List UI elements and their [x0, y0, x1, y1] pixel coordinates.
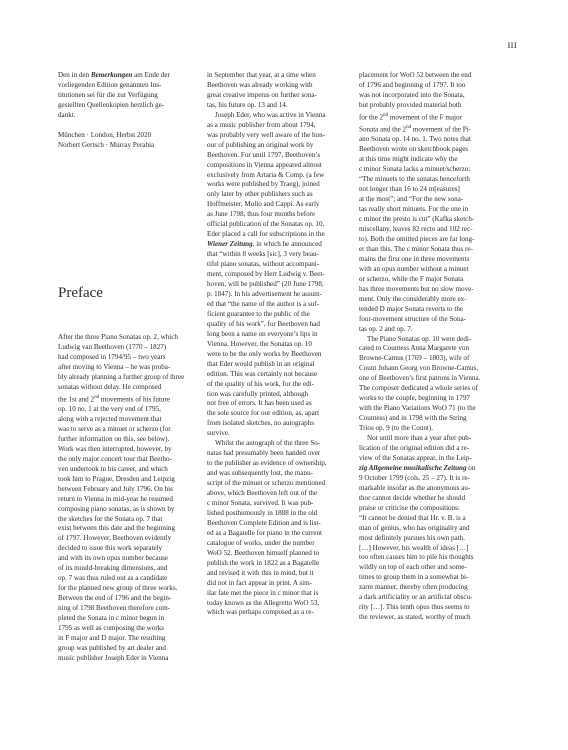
body-line: ed that “the name of the author is a suf-: [207, 299, 320, 308]
body-line: the sketches for the Sonata op. 7 that: [58, 514, 163, 523]
body-line: had composed in 1794/95 – two years: [58, 352, 166, 361]
body-line: zig Allgemeine musikalische Zeitung on: [359, 463, 476, 472]
body-line: as a music publisher from about 1794,: [207, 120, 316, 129]
body-line: tas, his future op. 13 and 14.: [207, 100, 288, 109]
body-line: with the Piano Variations WoO 71 (to the: [359, 404, 476, 413]
body-line: one of Beethoven’s first patrons in Vienna.: [359, 374, 481, 383]
body-line: took him to Prague, Dresden and Leipzig: [58, 474, 175, 483]
body-line: as June 1798, thus four months before: [207, 210, 316, 219]
body-line: with an opus number without a minuet: [359, 264, 469, 273]
body-line: Beethoven Complete Edition and is list-: [207, 518, 321, 527]
body-line: today known as the Allegretto WoO 53,: [207, 598, 320, 607]
body-line: the only major concert tour that Beetho-: [58, 454, 172, 463]
body-line: works were published by Traeg), joined: [207, 180, 320, 189]
body-line: return to Vienna in mid-year he resumed: [58, 494, 173, 503]
body-line: official publication of the Sonatas op. 10,: [207, 220, 325, 229]
body-line: was not incorporated into the Sonata,: [359, 90, 465, 99]
body-line: that Eder would publish in an original: [207, 359, 315, 368]
body-line: tas op. 2 and op. 7.: [359, 324, 413, 333]
body-line: Work was then interrupted, however, by: [58, 444, 172, 453]
body-line: the sole source for our edition, as, apart: [207, 409, 320, 418]
body-line: placement for WoO 52 between the end: [359, 71, 472, 79]
body-line: in F major and D major. The resulting: [58, 633, 166, 642]
body-line: lication of the original edition did a re-: [359, 443, 470, 452]
body-line: zarre manner, thereby often producing: [359, 583, 468, 592]
body-line: edition. This was certainly not because: [207, 369, 318, 378]
body-line: Count Johann Georg von Browne-Camus,: [359, 364, 479, 373]
body-line: ning of 1798 Beethoven therefore com-: [58, 604, 171, 613]
body-line: music publisher Joseph Eder in Vienna: [58, 653, 169, 662]
body-line: was probably very well aware of the hon-: [207, 130, 325, 139]
body-line: great creative impetus on further sona-: [207, 90, 317, 99]
body-line: not longer than 16 to 24 m[easures]: [359, 185, 460, 194]
body-line: from isolated sketches, no autographs: [207, 419, 314, 428]
body-line: After the three Piano Sonatas op. 2, which: [58, 333, 178, 341]
body-line: c minor Sonata, survived. It was pub-: [207, 498, 314, 507]
body-line: 1795 as well as composing the works: [58, 624, 164, 632]
body-line: praise or criticise the compositions:: [359, 503, 460, 512]
signature-line: München · London, Herbst 2020: [58, 130, 152, 139]
body-line: bly already planning a further group of three: [58, 372, 185, 381]
body-line: ano Sonata op. 14 no. 1. Two notes that: [359, 135, 471, 144]
body-line: of the quality of his work, for the edi-: [207, 379, 314, 388]
body-line: Countess) and in 1798 with the String: [359, 414, 467, 423]
body-line: compositions in Vienna appeared almost: [207, 160, 322, 169]
body-line: but probably provided material both: [359, 100, 462, 109]
body-line: natas had presumably been handed over: [207, 449, 321, 458]
body-line: p. 1847). In his advertisement he assum-: [207, 289, 323, 298]
body-line: along with a rejected movement that: [58, 414, 162, 423]
body-line: was to serve as a minuet or scherzo (for: [58, 424, 171, 433]
body-line: did not in fact appear in print. A sim-: [207, 578, 313, 587]
body-line: for the 2nd movement of the F major: [359, 112, 462, 122]
body-line: sonatas without delay. He composed: [58, 382, 162, 391]
body-line: wildly on top of each other and some-: [359, 563, 467, 572]
body-line: man of genius, who has originality and: [359, 523, 470, 532]
body-line: ilar fate met the piece in c minor that is: [207, 588, 319, 597]
body-line: view of the Sonatas appear, in the Leip-: [359, 453, 472, 462]
preface-middle-column: [207, 71, 353, 618]
body-line: group was published by art dealer and: [58, 643, 166, 652]
body-line: er than this. The c minor Sonata thus re-: [359, 244, 473, 253]
body-line: cated to Countess Anna Margarete von: [359, 344, 469, 353]
body-line: not free of errors. It has been used as: [207, 399, 312, 408]
preface-heading: Preface: [58, 285, 103, 301]
intro-line: gestellten Quellenkopien herzlich ge-: [58, 100, 165, 109]
body-line: Joseph Eder, who was active in Vienna: [215, 110, 326, 119]
page-number: III: [507, 40, 517, 50]
body-line: further information on this, see below).: [58, 434, 170, 443]
body-line: 9 October 1799 (cols. 25 – 27). It is re-: [359, 473, 470, 482]
body-line: of 1796 and beginning of 1797. It too: [359, 80, 466, 89]
body-line: script of the minuet or scherzo mentioned: [207, 479, 326, 488]
body-line: tion was carefully printed, although: [207, 389, 309, 398]
body-line: Beethoven wrote on sketchbook pages: [359, 145, 469, 154]
body-line: miscellany, leaves 82 recto and 102 rec-: [359, 225, 473, 234]
body-line: times to group them in a somewhat bi-: [359, 573, 469, 582]
body-line: thor cannot decide whether he should: [359, 493, 466, 502]
body-line: ed as a Bagatelle for piano in the current: [207, 528, 323, 537]
body-line: Eder placed a call for subscriptions in the: [207, 230, 325, 239]
body-line: Browne-Camus (1769 – 1803), wife of: [359, 354, 470, 363]
body-line: catalogue of works, under the number: [207, 538, 315, 547]
body-line: op. 7 was thus ruled out as a candidate: [58, 574, 168, 583]
body-line: the 1st and 2nd movements of his future: [58, 394, 170, 404]
preface-right-column: [359, 71, 505, 623]
body-line: Hoffmeister, Mollo and Cappi. As early: [207, 200, 320, 209]
body-line: which was perhaps composed as a re-: [207, 608, 314, 617]
body-line: to). Both the omitted pieces are far long-: [359, 234, 475, 243]
body-line: a dark artificiality or an artificial obscu-: [359, 593, 473, 602]
body-line: to the publisher as evidence of ownership,: [207, 459, 327, 468]
body-line: works to the couple, beginning in 1797: [359, 394, 470, 403]
intro-line: dankt.: [58, 110, 76, 119]
body-line: mains the first one in three movements: [359, 254, 470, 263]
body-line: […] However, his wealth of ideas […]: [359, 543, 469, 552]
intro-block: [58, 71, 204, 151]
body-line: WoO 52. Beethoven himself planned to: [207, 548, 320, 557]
body-line: the reviewer, as stated, worthy of much: [359, 613, 471, 622]
body-line: at this time might indicate why the: [359, 155, 458, 164]
body-line: op. 10 no. 1 at the very end of 1795,: [58, 405, 161, 414]
body-line: long been a name on everyone’s lips in: [207, 329, 318, 338]
body-line: “It cannot be denied that Hr. v. B. is a: [359, 513, 466, 522]
body-line: or scherzo, while the F major Sonata: [359, 274, 464, 283]
body-line: publish the work in 1822 as a Bagatelle: [207, 558, 320, 567]
body-line: for the planned new group of three works.: [58, 584, 178, 593]
body-line: that “within 8 weeks [sic], 3 very beau-: [207, 250, 319, 259]
body-line: composing piano sonatas, as is shown by: [58, 504, 175, 513]
body-line: and was subsequently lost, the manu-: [207, 469, 313, 478]
body-line: our of publishing an original work by: [207, 140, 314, 149]
body-line: hoven, will be published” (20 June 1798,: [207, 280, 324, 289]
body-line: ven undertook in his career, and which: [58, 464, 168, 473]
intro-line: Den in den Bemerkungen am Ende der: [58, 71, 170, 79]
body-line: Ludwig van Beethoven (1770 – 1827): [58, 342, 167, 351]
body-line: between February and July 1796. On his: [58, 484, 173, 493]
body-line: tended D major Sonata reverts to the: [359, 304, 464, 313]
body-line: markable insofar as the anonymous au-: [359, 483, 471, 492]
body-line: ment. Only the considerably more ex-: [359, 294, 467, 303]
body-line: in September that year, at a time when: [207, 71, 316, 79]
body-line: Beethoven. For until 1797, Beethoven’s: [207, 150, 321, 159]
body-line: survive.: [207, 429, 230, 438]
signature-line: Norbert Gertsch · Murray Perahia: [58, 140, 155, 149]
body-line: at the most”; and “For the new sona-: [359, 195, 464, 204]
body-line: Vienna. However, the Sonatas op. 10: [207, 339, 312, 348]
intro-line: titutionen sei für die zur Verfügung: [58, 90, 158, 99]
body-line: Sonata and the 2nd movement of the Pi-: [359, 125, 471, 134]
body-line: after moving to Vienna – he was proba-: [58, 362, 171, 371]
body-line: quality of his work”, for Beethoven had: [207, 319, 320, 328]
body-line: Trios op. 9 (to the Count).: [359, 424, 434, 433]
body-line: lished posthumously in 1888 in the old: [207, 508, 318, 517]
body-line: ficient guarantee to the public of the: [207, 309, 310, 318]
body-line: exist between this date and the beginning: [58, 524, 176, 533]
body-line: four-movement structure of the Sona-: [359, 314, 467, 323]
body-line: c minor Sonata lacks a minuet/scherzo:: [359, 165, 471, 174]
body-line: too often causes him to pile his thoughts: [359, 553, 474, 562]
body-line: Whilst the autograph of the three So-: [215, 439, 321, 448]
body-line: only later by other publishers such as: [207, 190, 313, 199]
body-line: The composer dedicated a whole series of: [359, 384, 478, 393]
body-line: Not until more than a year after pub-: [367, 434, 472, 443]
body-line: Between the end of 1796 and the begin-: [58, 594, 172, 603]
body-line: of 1797. However, Beethoven evidently: [58, 534, 172, 543]
body-line: Beethoven was already working with: [207, 80, 313, 89]
body-line: decided to issue this work separately: [58, 544, 163, 553]
body-line: above, which Beethoven left out of the: [207, 489, 318, 498]
body-line: ment, composed by Herr Ludwig v. Beet-: [207, 270, 325, 279]
body-line: were to be the only works by Beethoven: [207, 349, 322, 358]
body-line: tas really short minuets. For the one in: [359, 205, 469, 214]
body-line: “The minuets to the sonatas henceforth: [359, 175, 470, 184]
body-line: and with its own opus number because: [58, 554, 168, 563]
preface-left-column: [58, 333, 204, 664]
body-line: c minor the presto is cut” (Kafka sketch-: [359, 215, 475, 224]
intro-line: vorliegenden Edition genannten Ins-: [58, 80, 162, 89]
body-line: The Piano Sonatas op. 10 were dedi-: [367, 334, 472, 343]
body-line: has three movements but no slow move-: [359, 284, 474, 293]
body-line: of its mould-breaking dimensions, and: [58, 564, 168, 573]
body-line: exclusively from Artaria & Comp. (a few: [207, 170, 325, 179]
body-line: tiful piano sonatas, without accompani-: [207, 260, 320, 269]
body-line: rity […]. This tenth opus thus seems to: [359, 603, 470, 612]
body-line: and revised it with this in mind, but it: [207, 568, 314, 577]
body-line: Wiener Zeitung, in which he announced: [207, 240, 322, 249]
body-line: pleted the Sonata in c minor begun in: [58, 614, 165, 623]
body-line: most definitely pursues his own path.: [359, 533, 466, 542]
